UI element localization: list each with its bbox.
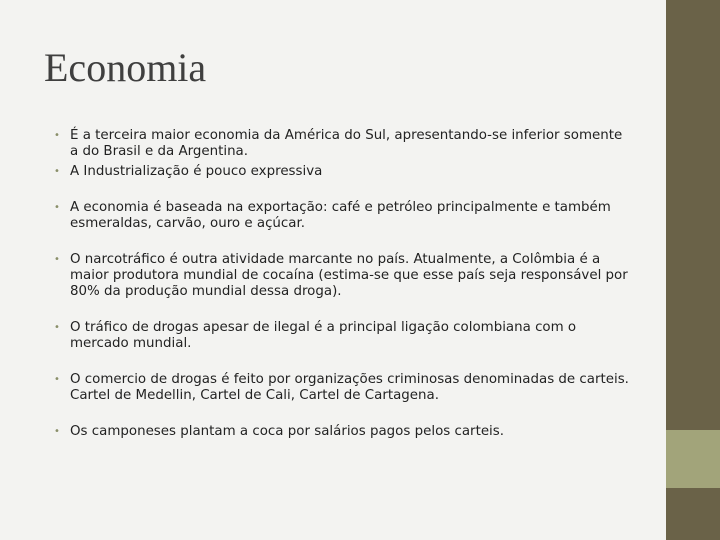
bullet-item xyxy=(54,252,630,300)
slide-title: Economia xyxy=(44,45,207,90)
bullet-text: A economia é baseada na exportação: café e petróleo principalmente e também esmeraldas, carvão, ouro e açúcar. xyxy=(70,200,611,231)
bullet-marker: • xyxy=(54,202,60,213)
bullet-marker: • xyxy=(54,254,60,265)
bullet-text: É a terceira maior economia da América do Sul, apresentando-se inferior somente a do Brasil e da Argentina. xyxy=(70,128,623,159)
bullet-text: O tráfico de drogas apesar de ilegal é a principal ligação colombiana com o mercado mundial. xyxy=(70,320,577,351)
decorative-sidebar xyxy=(666,0,720,540)
bullet-text: Os camponeses plantam a coca por salários pagos pelos carteis. xyxy=(70,424,505,439)
bullet-item xyxy=(54,200,630,232)
bullet-text: O narcotráfico é outra atividade marcante no país. Atualmente, a Colômbia é a maior produtora mundial de cocaína (estima-se que esse país seja responsável por 80% da produção mundial dessa droga). xyxy=(70,252,628,299)
bullet-marker: • xyxy=(54,130,60,141)
bullet-item xyxy=(54,424,630,440)
bullet-text: O comercio de drogas é feito por organizações criminosas denominadas de carteis. Cartel de Medellin, Cartel de Cali, Cartel de Cartagena. xyxy=(70,372,629,403)
bullet-item xyxy=(54,128,630,160)
bullet-item xyxy=(54,164,630,180)
bullet-marker: • xyxy=(54,166,60,177)
bullet-list xyxy=(54,128,630,440)
bullet-marker: • xyxy=(54,374,60,385)
sidebar-dark-band xyxy=(666,0,720,430)
bullet-text: A Industrialização é pouco expressiva xyxy=(70,164,323,179)
bullet-item xyxy=(54,372,630,404)
sidebar-accent-band xyxy=(666,430,720,488)
sidebar-dark-band-bottom xyxy=(666,488,720,540)
bullet-marker: • xyxy=(54,322,60,333)
bullet-item xyxy=(54,320,630,352)
bullet-marker: • xyxy=(54,426,60,437)
